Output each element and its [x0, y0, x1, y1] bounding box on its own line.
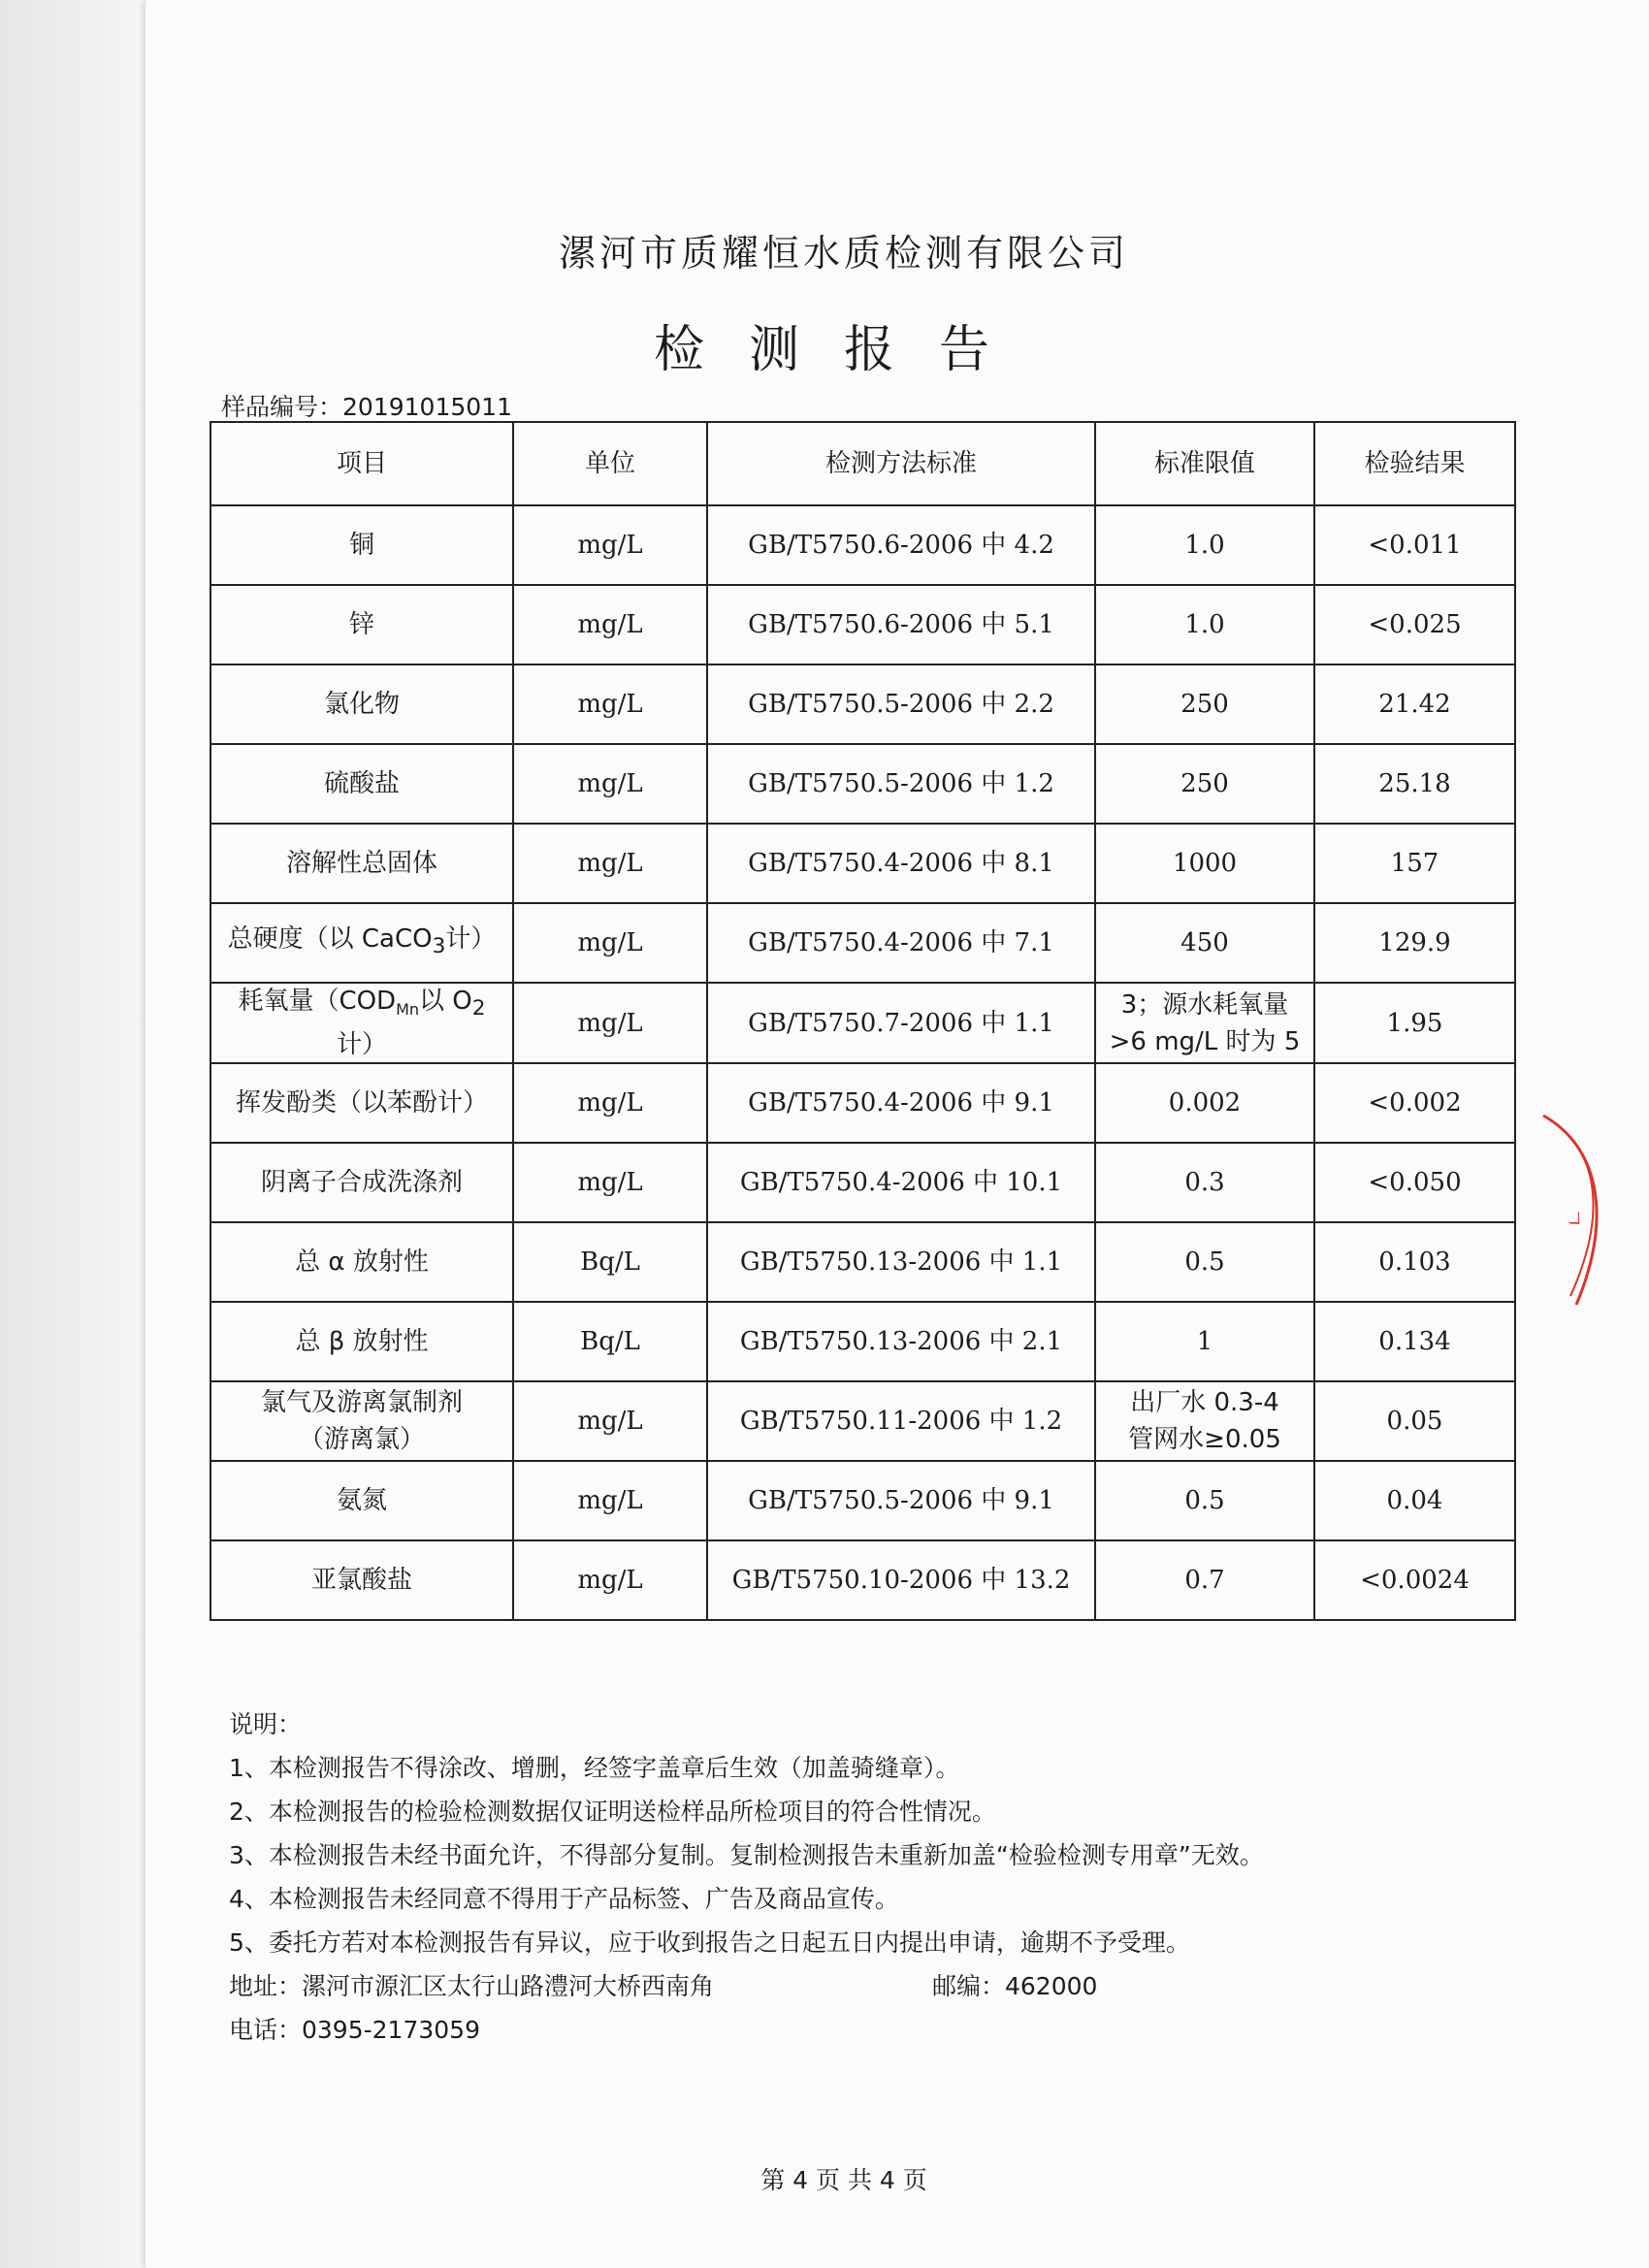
notes-section — [229, 1702, 1490, 2052]
table-row — [210, 664, 1515, 744]
cell-limit: 1.0 — [1095, 505, 1314, 585]
cell-unit: Bq/L — [513, 1222, 707, 1302]
cell-unit: mg/L — [513, 1063, 707, 1143]
cell-item-subscript: Mn — [396, 1000, 420, 1020]
cell-result: <0.002 — [1314, 1063, 1515, 1143]
table-row — [210, 824, 1515, 903]
table-row — [210, 505, 1515, 585]
cell-unit: mg/L — [513, 744, 707, 824]
note-item: 4、本检测报告未经同意不得用于产品标签、广告及商品宣传。 — [229, 1885, 899, 1913]
cell-limit — [1095, 983, 1314, 1063]
cell-item-subscript: 3 — [432, 934, 446, 959]
col-header-method: 检测方法标准 — [707, 422, 1095, 505]
cell-result: 0.04 — [1314, 1461, 1515, 1540]
col-header-limit: 标准限值 — [1095, 422, 1314, 505]
cell-item-text-end: 计） — [336, 1030, 387, 1060]
cell-limit: 1 — [1095, 1302, 1314, 1381]
cell-result: 0.134 — [1314, 1302, 1515, 1381]
cell-limit: 0.5 — [1095, 1461, 1314, 1540]
table-row — [210, 1063, 1515, 1143]
cell-unit: Bq/L — [513, 1302, 707, 1381]
cell-method: GB/T5750.5-2006 中 9.1 — [707, 1461, 1095, 1540]
cell-result: 0.05 — [1314, 1381, 1515, 1461]
cell-method: GB/T5750.13-2006 中 1.1 — [707, 1222, 1095, 1302]
cell-method: GB/T5750.4-2006 中 8.1 — [707, 824, 1095, 903]
cell-unit: mg/L — [513, 664, 707, 744]
cell-limit: 1000 — [1095, 824, 1314, 903]
cell-item: 挥发酚类（以苯酚计） — [210, 1063, 513, 1143]
cell-item: 铜 — [210, 505, 513, 585]
cell-method: GB/T5750.6-2006 中 4.2 — [707, 505, 1095, 585]
cell-limit-line2: >6 mg/L 时为 5 — [1109, 1026, 1301, 1056]
cell-item — [210, 1381, 513, 1461]
cell-result: 1.95 — [1314, 983, 1515, 1063]
seam-seal-fragment — [1537, 1106, 1625, 1319]
postcode: 邮编：462000 — [932, 1972, 1098, 2000]
cell-item-text-mid: 以 O — [419, 987, 472, 1016]
cell-item: 总 β 放射性 — [210, 1302, 513, 1381]
cell-method: GB/T5750.5-2006 中 2.2 — [707, 664, 1095, 744]
cell-unit: mg/L — [513, 1381, 707, 1461]
cell-limit: 0.5 — [1095, 1222, 1314, 1302]
cell-limit: 450 — [1095, 903, 1314, 983]
col-header-result: 检验结果 — [1314, 422, 1515, 505]
cell-limit: 250 — [1095, 744, 1314, 824]
table-header-row — [210, 422, 1515, 505]
cell-unit: mg/L — [513, 585, 707, 664]
cell-method: GB/T5750.5-2006 中 1.2 — [707, 744, 1095, 824]
cell-limit: 250 — [1095, 664, 1314, 744]
cell-item: 溶解性总固体 — [210, 824, 513, 903]
cell-item: 亚氯酸盐 — [210, 1540, 513, 1620]
table-row — [210, 903, 1515, 983]
report-title: 检测报告 — [653, 321, 1034, 379]
cell-method: GB/T5750.4-2006 中 9.1 — [707, 1063, 1095, 1143]
table-row — [210, 1540, 1515, 1620]
sample-number — [221, 388, 512, 423]
sample-number-value: 2019101501​1 — [342, 393, 512, 421]
cell-item: 氨氮 — [210, 1461, 513, 1540]
table-row — [210, 983, 1515, 1063]
cell-method: GB/T5750.11-2006 中 1.2 — [707, 1381, 1095, 1461]
cell-unit: mg/L — [513, 1143, 707, 1222]
cell-item-line2: （游离氯） — [298, 1425, 425, 1455]
cell-item-text: 总硬度（以 CaCO — [227, 923, 433, 954]
cell-limit-line1: 3；源水耗氧量 — [1120, 989, 1289, 1020]
cell-limit-line2: 管网水≥0.05 — [1128, 1425, 1281, 1455]
notes-heading: 说明： — [229, 1710, 303, 1738]
cell-item: 硫酸盐 — [210, 744, 513, 824]
cell-unit: mg/L — [513, 1461, 707, 1540]
cell-item-line1: 氯气及游离氯制剂 — [260, 1388, 463, 1418]
cell-limit — [1095, 1381, 1314, 1461]
cell-item — [210, 903, 513, 983]
cell-item: 氯化物 — [210, 664, 513, 744]
table-row — [210, 1461, 1515, 1540]
phone: 电话：0395-2173059 — [229, 2016, 480, 2044]
cell-item-text: 耗氧量（COD — [238, 987, 397, 1016]
cell-result: <0.050 — [1314, 1143, 1515, 1222]
table-row — [210, 585, 1515, 664]
cell-item — [210, 983, 513, 1063]
table-row — [210, 1302, 1515, 1381]
table-row — [210, 744, 1515, 824]
cell-limit-line1: 出厂水 0.3-4 — [1130, 1388, 1279, 1418]
note-item: 2、本检测报告的检验检测数据仅证明送检样品所检项目的符合性情况。 — [229, 1798, 996, 1826]
note-item: 1、本检测报告不得涂改、增删，经签字盖章后生效（加盖骑缝章）。 — [229, 1754, 960, 1782]
sample-number-label: 样品编号： — [221, 393, 343, 421]
cell-result: <0.011 — [1314, 505, 1515, 585]
cell-result: 0.103 — [1314, 1222, 1515, 1302]
cell-result: 129.9 — [1314, 903, 1515, 983]
col-header-item: 项目 — [210, 422, 513, 505]
col-header-unit: 单位 — [513, 422, 707, 505]
cell-limit: 1.0 — [1095, 585, 1314, 664]
note-item: 5、委托方若对本检测报告有异议，应于收到报告之日起五日内提出申请，逾期不予受理。 — [229, 1928, 1190, 1957]
note-item: 3、本检测报告未经书面允许，不得部分复制。复制检测报告未重新加盖“检验检测专用章”无效。 — [229, 1841, 1264, 1869]
company-name: 漯河市质耀恒水质检测有限公司 — [558, 232, 1129, 275]
cell-result: <0.0024 — [1314, 1540, 1515, 1620]
cell-unit: mg/L — [513, 505, 707, 585]
cell-method: GB/T5750.7-2006 中 1.1 — [707, 983, 1095, 1063]
cell-result: <0.025 — [1314, 585, 1515, 664]
table-row — [210, 1222, 1515, 1302]
cell-unit: mg/L — [513, 983, 707, 1063]
table-row — [210, 1143, 1515, 1222]
cell-item-subscript-2: 2 — [471, 996, 486, 1021]
cell-limit: 0.002 — [1095, 1063, 1314, 1143]
cell-unit: mg/L — [513, 903, 707, 983]
cell-item: 阴离子合成洗涤剂 — [210, 1143, 513, 1222]
cell-item: 锌 — [210, 585, 513, 664]
table-row — [210, 1381, 1515, 1461]
cell-item: 总 α 放射性 — [210, 1222, 513, 1302]
cell-method: GB/T5750.4-2006 中 7.1 — [707, 903, 1095, 983]
page-footer: 第 4 页 共 4 页 — [760, 2166, 927, 2194]
cell-unit: mg/L — [513, 1540, 707, 1620]
cell-method: GB/T5750.13-2006 中 2.1 — [707, 1302, 1095, 1381]
cell-limit: 0.3 — [1095, 1143, 1314, 1222]
cell-method: GB/T5750.6-2006 中 5.1 — [707, 585, 1095, 664]
cell-method: GB/T5750.10-2006 中 13.2 — [707, 1540, 1095, 1620]
address-line — [229, 1964, 1490, 2008]
cell-item-text-end: 计） — [445, 923, 497, 954]
cell-result: 157 — [1314, 824, 1515, 903]
cell-unit: mg/L — [513, 824, 707, 903]
results-table — [210, 421, 1516, 1621]
address: 地址：漯河市源汇区太行山路澧河大桥西南角 — [229, 1972, 715, 2000]
cell-limit: 0.7 — [1095, 1540, 1314, 1620]
cell-result: 21.42 — [1314, 664, 1515, 744]
cell-method: GB/T5750.4-2006 中 10.1 — [707, 1143, 1095, 1222]
cell-result: 25.18 — [1314, 744, 1515, 824]
seal-glyph: ㄱ — [1561, 1208, 1585, 1229]
